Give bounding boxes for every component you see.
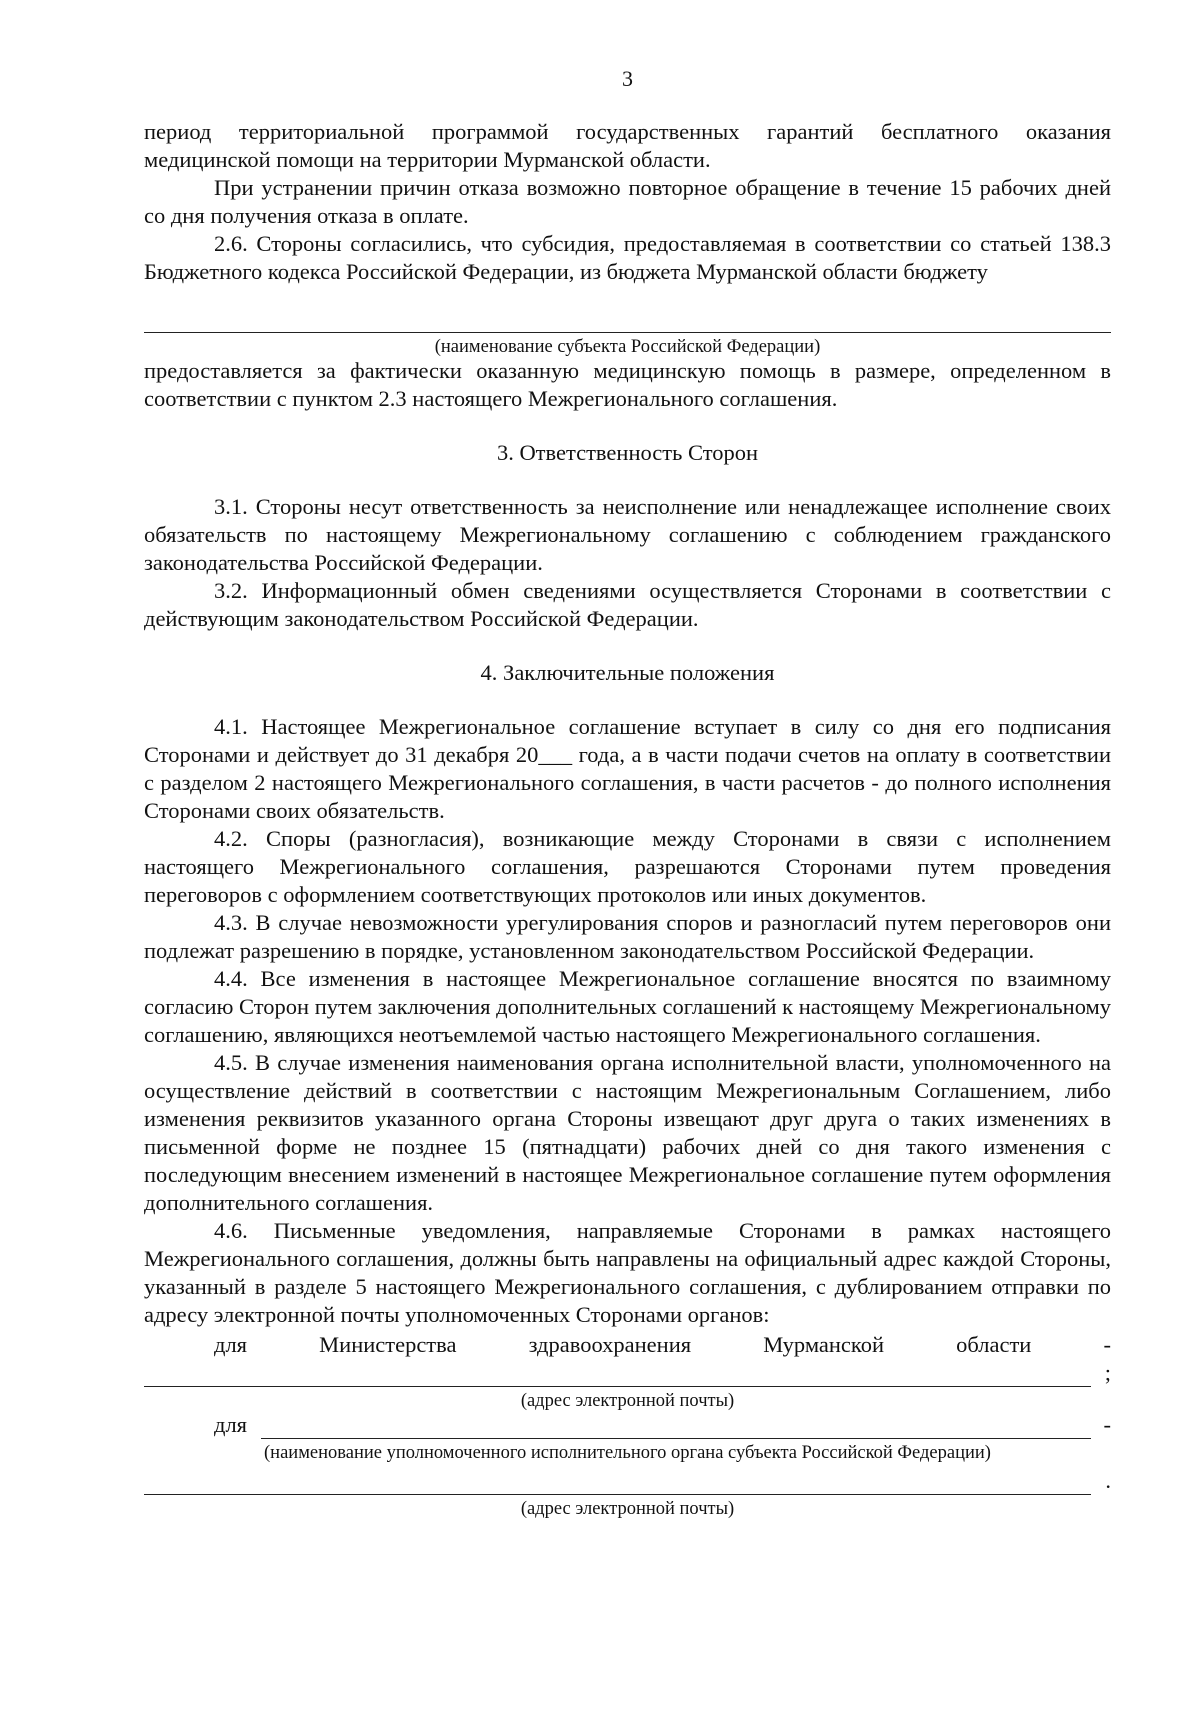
- paragraph-4-5: 4.5. В случае изменения наименования органа исполнительной власти, уполномоченного на осуществление действий в соответствии с настоящим Межрегиональным Соглашением, либо изменения реквизитов указанного органа Стороны извещают друг друга о таких изменениях в письменной форме не позднее 15 (пятнадцати) рабочих дней со дня такого изменения с последующим внесением изменений в настоящее Межрегиональное соглашение путем оформления дополнительного соглашения.: [144, 1050, 1111, 1215]
- paragraph-4-6: 4.6. Письменные уведомления, направляемые Сторонами в рамках настоящего Межрегионального соглашения, должны быть направлены на официальный адрес каждой Стороны, указанный в разделе 5 настоящего Межрегионального соглашения, с дублированием отправки по адресу электронной почты уполномоченных Сторонами органов:: [144, 1218, 1111, 1327]
- ministry-word: области: [956, 1332, 1032, 1357]
- body-name-blank: [261, 1416, 1091, 1439]
- paragraph-4-2: 4.2. Споры (разногласия), возникающие между Сторонами в связи с исполнением настоящего Межрегионального соглашения, разрешаются Сторонами путем проведения переговоров с оформлением соответствующих протоколов или иных документов.: [144, 826, 1111, 907]
- dash: -: [1103, 1412, 1111, 1437]
- paragraph-continuation: период территориальной программой государственных гарантий бесплатного оказания медицинской помощи на территории Мурманской области.: [144, 119, 1111, 172]
- ministry-word: Мурманской: [763, 1332, 885, 1357]
- ministry-word: для: [214, 1332, 248, 1357]
- paragraph-2-6: 2.6. Стороны согласились, что субсидия, предоставляемая в соответствии со статьей 138.3 Бюджетного кодекса Российской Федерации, из бюджета Мурманской области бюджету: [144, 231, 1111, 284]
- semicolon: ;: [1104, 1360, 1111, 1385]
- paragraph-4-1: 4.1. Настоящее Межрегиональное соглашение вступает в силу со дня его подписания Сторонами и действует до 31 декабря 20___ года, а в части подачи счетов на оплату в соответствии с разделом 2 настоящего Межрегионального соглашения, в части расчетов - до полного исполнения Сторонами своих обязательств.: [144, 714, 1111, 823]
- body-line: [144, 1411, 1111, 1439]
- ministry-email-line: [144, 1359, 1111, 1387]
- body-email-blank: [144, 1472, 1091, 1495]
- paragraph-provided: предоставляется за фактически оказанную медицинскую помощь в размере, определенном в соответствии с пунктом 2.3 настоящего Межрегионального соглашения.: [144, 358, 1111, 411]
- ministry-email-blank: [144, 1364, 1091, 1387]
- ministry-line: [144, 1331, 1111, 1359]
- paragraph-3-2: 3.2. Информационный обмен сведениями осуществляется Сторонами в соответствии с действующим законодательством Российской Федерации.: [144, 578, 1111, 631]
- ministry-word: Министерства: [319, 1332, 457, 1357]
- subject-name-line: [144, 314, 1111, 333]
- caption-body: (наименование уполномоченного исполнительного органа субъекта Российской Федерации): [264, 1443, 991, 1463]
- caption-email: (адрес электронной почты): [520, 1391, 735, 1411]
- page-number: 3: [622, 66, 633, 91]
- for-label: для: [214, 1412, 248, 1437]
- paragraph-resubmission: При устранении причин отказа возможно повторное обращение в течение 15 рабочих дней со дня получения отказа в оплате.: [144, 175, 1111, 228]
- paragraph-4-3: 4.3. В случае невозможности урегулирования споров и разногласий путем переговоров они подлежат разрешению в порядке, установленном законодательством Российской Федерации.: [144, 910, 1111, 963]
- body-email-line: [144, 1467, 1111, 1495]
- ministry-word: -: [1103, 1332, 1111, 1357]
- paragraph-4-4: 4.4. Все изменения в настоящее Межрегиональное соглашение вносятся по взаимному согласию Сторон путем заключения дополнительных соглашений к настоящему Межрегиональному соглашению, являющихся неотъемлемой частью настоящего Межрегионального соглашения.: [144, 966, 1111, 1047]
- ministry-word: здравоохранения: [528, 1332, 692, 1357]
- section-4-title: 4. Заключительные положения: [480, 660, 775, 685]
- period: .: [1105, 1468, 1111, 1493]
- caption-email-2: (адрес электронной почты): [520, 1499, 735, 1519]
- caption-subject: (наименование субъекта Российской Федерации): [434, 337, 821, 357]
- paragraph-3-1: 3.1. Стороны несут ответственность за неисполнение или ненадлежащее исполнение своих обязательств по настоящему Межрегиональному соглашению с соблюдением гражданского законодательства Российской Федерации.: [144, 494, 1111, 575]
- section-3-title: 3. Ответственность Сторон: [496, 440, 759, 465]
